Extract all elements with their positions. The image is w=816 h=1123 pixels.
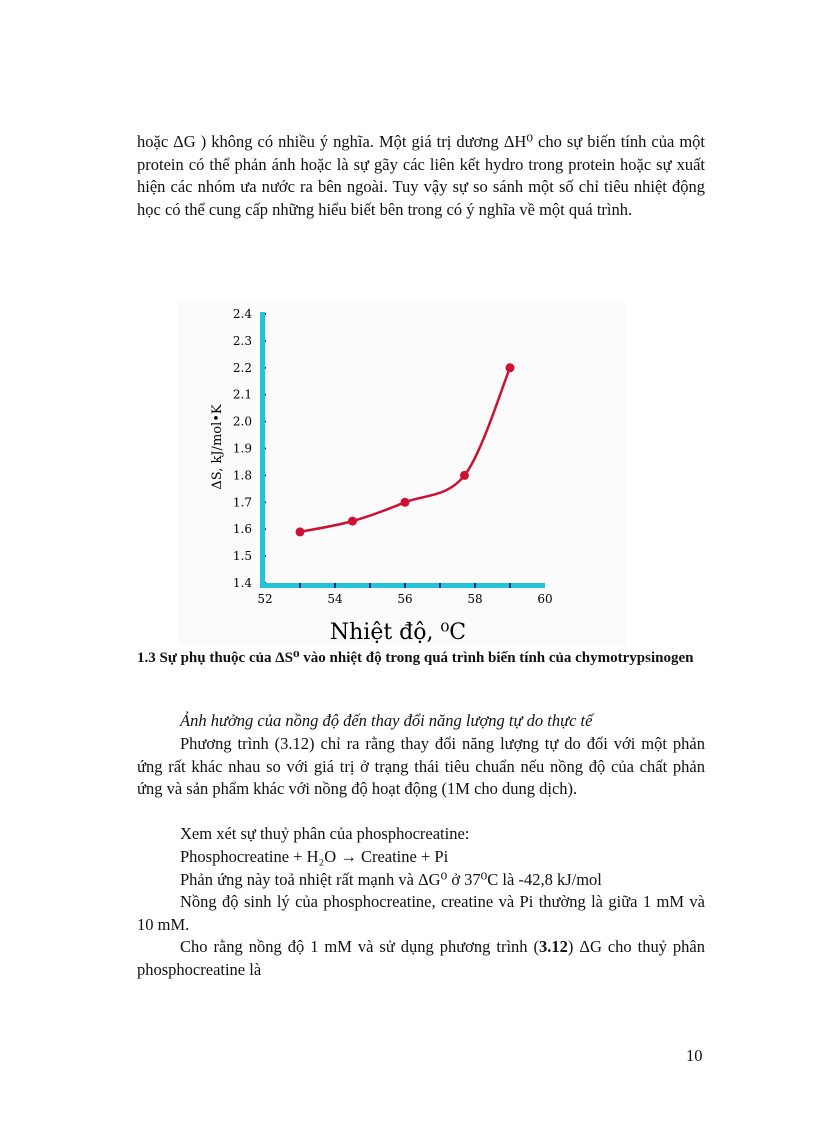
data-point <box>401 498 410 507</box>
equation-ref: 3.12 <box>539 937 568 956</box>
y-tick-label: 2.4 <box>232 307 252 321</box>
y-tick-label: 2.1 <box>232 387 252 402</box>
x-tick-label: 60 <box>537 592 553 606</box>
x-tick-label: 52 <box>257 592 273 606</box>
x-tick-mark <box>439 583 441 588</box>
y-tick-label: 1.9 <box>232 441 252 456</box>
concentration-paragraph: Nồng độ sinh lý của phosphocreatine, creatine và Pi thường là giữa 1 mM và 10 mM. <box>137 892 705 934</box>
x-tick-mark <box>369 583 371 588</box>
y-tick-label: 2.3 <box>232 333 252 348</box>
exothermic-line: Phản ứng này toả nhiệt rất mạnh và ΔG⁰ ở 37⁰C là -42,8 kJ/mol <box>180 870 602 889</box>
y-tick-label: 1.4 <box>232 576 252 590</box>
x-axis-label: Nhiệt độ, ⁰C <box>329 620 467 645</box>
y-axis-label: ΔS, kJ/mol•K <box>210 404 225 490</box>
y-tick-label: 1.8 <box>232 468 252 483</box>
data-point <box>348 517 357 526</box>
section-heading: Ảnh hưởng của nồng độ đến thay đổi năng lượng tự do thực tế <box>180 711 593 730</box>
x-tick-mark <box>404 583 406 588</box>
assumption-text-a: Cho rằng nồng độ 1 mM và sử dụng phương trình ( <box>180 937 539 956</box>
x-tick-label: 58 <box>467 592 483 606</box>
data-point <box>506 363 515 372</box>
x-tick-mark <box>509 583 511 588</box>
equation-paragraph: Phương trình (3.12) chỉ ra rằng thay đổi năng lượng tự do đối với một phản ứng rất khác nhau so với giá trị ở trạng thái tiêu chuẩn nếu nồng độ của chất phản ứng và sản phẩm khác với nồng độ hoạt động (1M cho dung dịch). <box>137 734 705 798</box>
x-tick-mark <box>334 583 336 588</box>
entropy-chart-figure <box>178 302 626 646</box>
x-tick-mark <box>474 583 476 588</box>
x-tick-label: 56 <box>397 592 413 606</box>
y-tick-label: 2.2 <box>232 360 252 375</box>
y-tick-label: 2.0 <box>232 414 252 429</box>
y-axis <box>260 312 265 588</box>
x-tick-mark <box>299 583 301 588</box>
intro-paragraph: hoặc ΔG ) không có nhiều ý nghĩa. Một giá trị dương ΔH⁰ cho sự biến tính của một protein có thể phản ánh hoặc là sự gãy các liên kết hydro trong protein hoặc sự xuất hiện các nhóm ưa nước ra bên ngoài. Tuy vậy sự so sánh một số chỉ tiêu nhiệt động học có thể cung cấp những hiểu biết bên trong có ý nghĩa về một quá trình. <box>137 132 705 219</box>
y-tick-label: 1.5 <box>232 549 252 564</box>
entropy-chart <box>178 302 626 646</box>
assumption-paragraph <box>137 936 705 981</box>
y-tick-label: 1.6 <box>232 522 252 537</box>
page-number: 10 <box>686 1046 703 1065</box>
consider-line: Xem xét sự thuỷ phân của phosphocreatine: <box>180 824 470 843</box>
series-line <box>300 368 510 532</box>
x-tick-label: 54 <box>327 592 343 606</box>
data-point <box>460 471 469 480</box>
assumption-text-b: ) ΔG cho thuỷ phân phosphocreatine là <box>137 937 705 979</box>
data-point <box>296 527 305 536</box>
reaction-equation: Phosphocreatine + H₂O → Creatine + Pi <box>180 847 449 866</box>
y-tick-label: 1.7 <box>232 495 252 510</box>
figure-caption: 1.3 Sự phụ thuộc của ΔS⁰ vào nhiệt độ trong quá trình biến tính của chymotrypsinogen <box>137 650 694 666</box>
